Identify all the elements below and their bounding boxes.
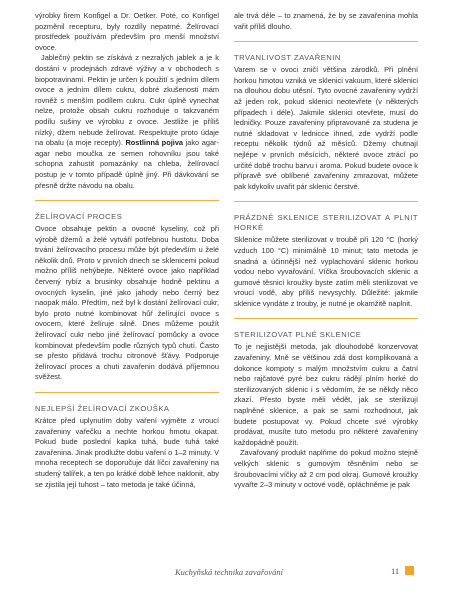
paragraph: Ovoce obsahuje pektin a ovocné kyseliny, což při výrobě džemů a želé vytváří potřebnou hustotu. Doba trvání želírovacího procesu může být především u želé několik dnů. Proto v prvních dnech se sklenicemi pokud možno příliš nehýbejte. Některé ovoce jako například červený rybíz a brusinky obsahuje hodně pektinu a ovocných kyselin, jiné jako jahody nebo černý bez naopak málo. Předtím, než byl k dostání želírovací cukr, bylo proto nutné kombinovat hůř želírující ovoce s ovocem, které želíruje silně. Dnes můžeme použít želírovací cukr nebo jiné želírovací pomůcky a ovoce kombinovat především podle různých typů chutí. Často se přesto přidává trochu citronové šťávy. Podporuje želírovací proces a chuti zavařenin dodává příjemnou svěžest.	[35, 224, 219, 382]
page-marker	[405, 566, 414, 575]
paragraph: To je nejjistější metoda, jak dlouhodobě konzervovat zavařeniny. Mně se většinou zdá dost komplikovaná a dokonce kompoty s malým množstvím cukru a čatní nebo rajčatové pyré bez cukru rádějí plním horké do sterilizovaných sklenic i s vědomím, že se někdy něco zkazí. Přesto byste měli vědět, jak se sterilizují naplněné sklenice, a pak se sami rozhodnout, jak budete postupovat vy. Pokud chcete své výrobky prodávat, musíte tuto metodu pro některé zavařeniny každopádně použít.	[234, 342, 418, 447]
paragraph: Zavařovaný produkt naplňme do pokud možno stejně velkých sklenic s gumovým těsněním nebo se šroubovacími víčky až 2 cm pod okraj. Gumové kroužky vyvařte 2–3 minuty v octové vodě, opláchněme je pak	[234, 448, 418, 490]
section-heading: TRVANLIVOST ZAVAŘENIN	[234, 53, 341, 63]
paragraph: Sklenice můžete sterilizovat v troubě při 120 °C (horký vzduch 100 °C) minimálně 10 minut; tato metoda je snadná a účinnější než vyplachování sklenic horkou vodou nebo vyvařování. Víčka šroubovacích sklenic a gumové těsnicí kroužky byste zatím měli sterilizovat ve vroucí vodě, aby příliš nevysychly. Důležité: jakmile sklenice vyndáte z trouby, je nutné je okamžitě naplnit.	[234, 235, 418, 308]
section-heading: NEJLEPŠÍ ŽELÍROVACÍ ZKOUŠKA	[35, 404, 170, 413]
section-divider	[35, 392, 219, 393]
paragraph-text: jako agar-agar nebo moučka ze semen rohovníku jsou také schopna zahustit pomazánky na chleba, želírovací postup je v tomto případě úplně jiný. Při dávkování se přesně držte návodu na obalu.	[35, 138, 219, 190]
right-column	[234, 11, 418, 491]
section-heading: STERILIZOVAT PLNÉ SKLENICE	[234, 330, 362, 340]
section-heading: PRÁZDNÉ SKLENICE STERILIZOVAT A PLNIT HORKÉ	[234, 213, 418, 233]
section-divider	[234, 41, 418, 42]
section-divider	[35, 200, 219, 201]
paragraph: Varem se v ovoci zničí většina zárodků. Při plnění horkou hmotou vzniká ve sklenici vakuum, které sklenici na dlouhou dobu utěsní. Tyto ovocné zavařeniny vydrží až jeden rok, pokud sklenici neotevřete (v některých případech i déle). Jakmile sklenici otevřete, musí do ledničky. Pouze zavařeniny připravované za studena je nutné skladovat v lednicce ihned, zde vydrží podle receptu několik týdnů až měsíců. Džemy chutnají nejlépe v prvních měsících, některé ovoce ztrácí po určité době trochu barvu i aroma. Pokud budete ovoce k přípravě své oblíbené zavařeniny zmrazovat, můžete pak kdykoliv uvařit pár sklenic čerstvé.	[234, 65, 418, 191]
page-number: 11	[391, 566, 400, 576]
paragraph-text: Jablečný pektin se získává z nezralých jablek a je k dostání v prodejnách zdravé výživy a v obchodech s biopotravinami. Pektin je určen k použití s jedním dílem ovoce a jedním dílem cukru, dobré zkušenosti mám rovněž s menším podílem cukru. Cukr úplně vynechat nelze, protože obsah cukru rozhoduje o takzvaném podílu sušiny ve výrobku z ovoce. Jestliže je příliš nízký, džem nebude želírovat. Respektujte proto údaje na obalu (a moje recepty).	[35, 53, 219, 148]
paragraph: výrobky firem Konfigel a Dr. Oetker. Poté, co Konfigel pozměnil recepturu, byly rozdíly nepatrné. Želírovací prostředek používám především pro menší množství ovoce.	[35, 11, 219, 52]
section-divider	[234, 318, 418, 319]
bold-term: Rostlinná pojiva	[125, 138, 184, 148]
footer-title: Kuchyňská technika zavařování	[174, 567, 284, 577]
left-column	[35, 11, 219, 490]
paragraph-pectin	[35, 53, 219, 191]
section-heading: ŽELÍROVACÍ PROCES	[35, 212, 123, 222]
section-divider	[234, 201, 418, 202]
paragraph: Krátce před uplynutím doby vaření vyjměte z vroucí zavařeniny vařečku a nechte horkou hmotu okapat. Pokud bude poslední kapka tuhá, bude tuhá také zavařenina. Jinak prodlužte dobu vaření o 1–2 minuty. V mnoha receptech se doporučuje dát líčci zavařeniny na studený talířek, a ten po krátké době lehce naklonit, aby se zjistila její tuhost – tato metoda je také účinná,	[35, 416, 219, 489]
paragraph: ale trvá déle – to znamená, že by se zavařenina mohla vařit příliš dlouho.	[234, 11, 418, 31]
